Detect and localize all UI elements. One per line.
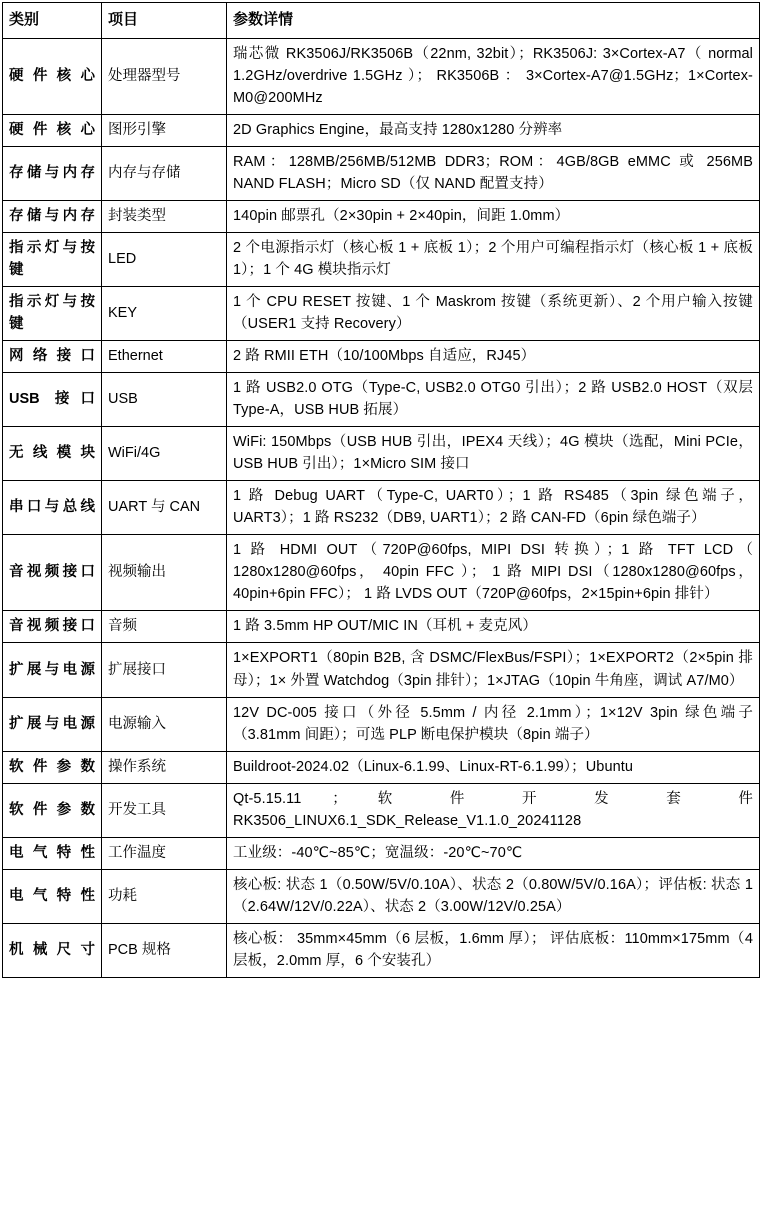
cell-category: 电气特性: [3, 869, 102, 923]
table-row: [3, 697, 760, 751]
cell-category: 扩展与电源: [3, 643, 102, 697]
cell-category: 音视频接口: [3, 535, 102, 611]
cell-detail: 140pin 邮票孔（2×30pin + 2×40pin，间距 1.0mm）: [227, 200, 760, 232]
table-row: [3, 427, 760, 481]
cell-category: 硬件核心: [3, 38, 102, 114]
table-row: [3, 114, 760, 146]
cell-category: 串口与总线: [3, 481, 102, 535]
cell-category: 音视频接口: [3, 611, 102, 643]
cell-item: 功耗: [102, 869, 227, 923]
cell-detail: 2 个电源指示灯（核心板 1 + 底板 1）；2 个用户可编程指示灯（核心板 1 + 底板 1）；1 个 4G 模块指示灯: [227, 233, 760, 287]
table-row: [3, 287, 760, 341]
cell-item: 扩展接口: [102, 643, 227, 697]
cell-detail: 核心板： 35mm×45mm（6 层板，1.6mm 厚）； 评估底板：110mm×175mm（4 层板，2.0mm 厚，6 个安装孔）: [227, 923, 760, 977]
table-row: [3, 751, 760, 783]
table-row: [3, 611, 760, 643]
cell-item: UART 与 CAN: [102, 481, 227, 535]
cell-item: WiFi/4G: [102, 427, 227, 481]
cell-item: 工作温度: [102, 837, 227, 869]
cell-detail: 核心板: 状态 1（0.50W/5V/0.10A）、状态 2（0.80W/5V/0.16A）；评估板: 状态 1（2.64W/12V/0.22A）、状态 2（3.00W/12V/0.25A）: [227, 869, 760, 923]
cell-item: LED: [102, 233, 227, 287]
cell-category: 软件参数: [3, 751, 102, 783]
cell-detail: RAM：128MB/256MB/512MB DDR3；ROM：4GB/8GB eMMC 或 256MB NAND FLASH；Micro SD（仅 NAND 配置支持）: [227, 146, 760, 200]
table-row: [3, 869, 760, 923]
cell-item: 处理器型号: [102, 38, 227, 114]
cell-item: 开发工具: [102, 783, 227, 837]
cell-detail: 瑞芯微 RK3506J/RK3506B（22nm, 32bit）；RK3506J: 3×Cortex-A7（ normal 1.2GHz/overdrive 1.5GHz ）； RK3506B ： 3×Cortex-A7@1.5GHz；1×Cortex-M0@200MHz: [227, 38, 760, 114]
table-row: [3, 783, 760, 837]
cell-category: 电气特性: [3, 837, 102, 869]
cell-item: KEY: [102, 287, 227, 341]
cell-category: 存储与内存: [3, 200, 102, 232]
cell-item: 封装类型: [102, 200, 227, 232]
table-row: [3, 837, 760, 869]
cell-item: 电源输入: [102, 697, 227, 751]
cell-category: 软件参数: [3, 783, 102, 837]
cell-detail: 1 个 CPU RESET 按键、1 个 Maskrom 按键（系统更新）、2 个用户输入按键（USER1 支持 Recovery）: [227, 287, 760, 341]
cell-detail: 2 路 RMII ETH（10/100Mbps 自适应，RJ45）: [227, 341, 760, 373]
cell-detail: 工业级：-40℃~85℃；宽温级：-20℃~70℃: [227, 837, 760, 869]
cell-item: 视频输出: [102, 535, 227, 611]
cell-category: 网络接口: [3, 341, 102, 373]
cell-detail: 2D Graphics Engine，最高支持 1280x1280 分辨率: [227, 114, 760, 146]
cell-item: 音频: [102, 611, 227, 643]
column-header-item: 项目: [102, 3, 227, 39]
table-row: [3, 923, 760, 977]
cell-detail: 1 路 Debug UART（Type-C, UART0）；1 路 RS485（3pin 绿色端子，UART3）；1 路 RS232（DB9, UART1）；2 路 CAN-FD（6pin 绿色端子）: [227, 481, 760, 535]
table-row: [3, 341, 760, 373]
table-row: [3, 481, 760, 535]
table-row: [3, 38, 760, 114]
cell-detail: 1 路 3.5mm HP OUT/MIC IN（耳机 + 麦克风）: [227, 611, 760, 643]
cell-detail: Buildroot-2024.02（Linux-6.1.99、Linux-RT-6.1.99）；Ubuntu: [227, 751, 760, 783]
table-body: [3, 38, 760, 977]
column-header-detail: 参数详情: [227, 3, 760, 39]
cell-item: 操作系统: [102, 751, 227, 783]
cell-detail: 1 路 USB2.0 OTG（Type-C, USB2.0 OTG0 引出）；2 路 USB2.0 HOST（双层 Type-A，USB HUB 拓展）: [227, 373, 760, 427]
cell-category: 扩展与电源: [3, 697, 102, 751]
table-row: [3, 200, 760, 232]
table-row: [3, 643, 760, 697]
cell-item: Ethernet: [102, 341, 227, 373]
table-row: [3, 233, 760, 287]
cell-item: 图形引擎: [102, 114, 227, 146]
cell-category: 硬件核心: [3, 114, 102, 146]
table-header-row: [3, 3, 760, 39]
specification-table: [2, 2, 760, 978]
cell-detail: 1 路 HDMI OUT（720P@60fps, MIPI DSI 转换）；1 路 TFT LCD（ 1280x1280@60fps， 40pin FFC ）； 1 路 MIPI DSI（1280x1280@60fps， 40pin+6pin FFC）； 1 路 LVDS OUT（720P@60fps，2×15pin+6pin 排针）: [227, 535, 760, 611]
cell-category: 指示灯与按键: [3, 287, 102, 341]
cell-category: 无线模块: [3, 427, 102, 481]
cell-item: USB: [102, 373, 227, 427]
cell-category: USB 接口: [3, 373, 102, 427]
cell-category: 指示灯与按键: [3, 233, 102, 287]
table-row: [3, 146, 760, 200]
cell-detail: 12V DC-005 接口（外径 5.5mm / 内径 2.1mm）；1×12V 3pin 绿色端子（3.81mm 间距）；可选 PLP 断电保护模块（8pin 端子）: [227, 697, 760, 751]
table-row: [3, 535, 760, 611]
cell-item: PCB 规格: [102, 923, 227, 977]
cell-item: 内存与存储: [102, 146, 227, 200]
cell-category: 机械尺寸: [3, 923, 102, 977]
cell-detail: 1×EXPORT1（80pin B2B, 含 DSMC/FlexBus/FSPI）；1×EXPORT2（2×5pin 排母）；1× 外置 Watchdog（3pin 排针）；1×JTAG（10pin 牛角座，调试 A7/M0）: [227, 643, 760, 697]
column-header-category: 类别: [3, 3, 102, 39]
cell-detail: Qt-5.15.11 ； 软 件 开 发 套 件 RK3506_LINUX6.1_SDK_Release_V1.1.0_20241128: [227, 783, 760, 837]
table-row: [3, 373, 760, 427]
cell-detail: WiFi: 150Mbps（USB HUB 引出，IPEX4 天线）；4G 模块（选配，Mini PCIe，USB HUB 引出）；1×Micro SIM 接口: [227, 427, 760, 481]
cell-category: 存储与内存: [3, 146, 102, 200]
